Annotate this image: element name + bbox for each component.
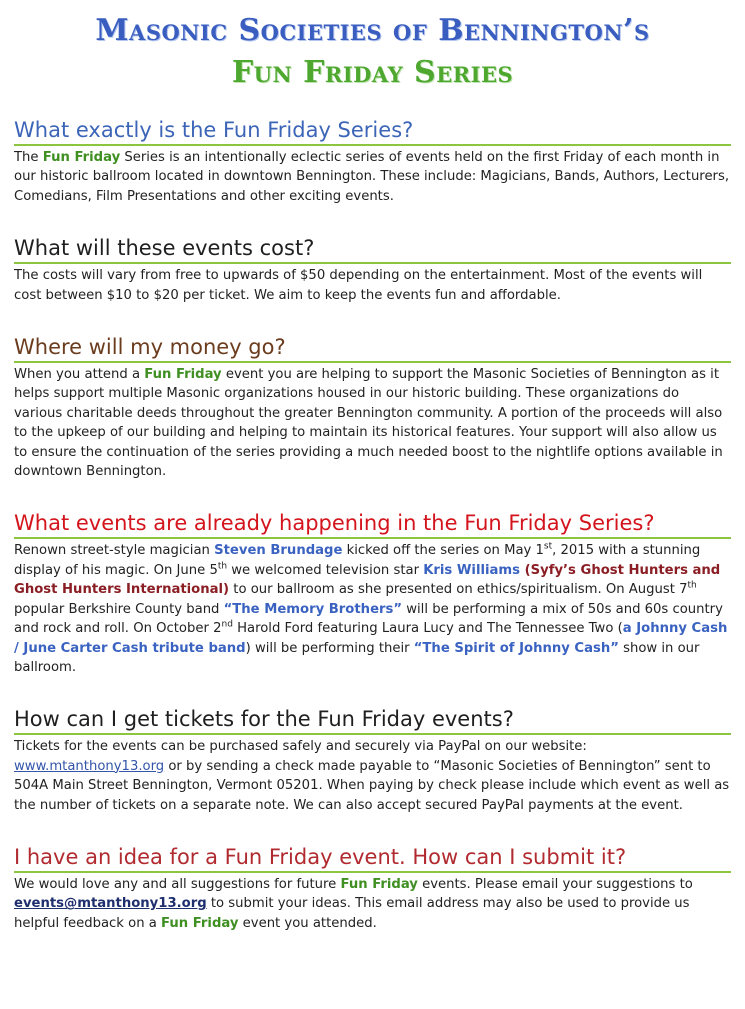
text: Renown street-style magician [14, 543, 215, 559]
text: Harold Ford featuring Laura Lucy and The Tennessee Two ( [232, 621, 623, 637]
ordinal-suffix: th [687, 580, 697, 591]
performer-credits: (Syfy’s Ghost Hunters and Ghost Hunters International) [14, 562, 721, 598]
body-cost: The costs will vary from free to upwards of $50 depending on the entertainment. Most of the events will cost between $10 to $20 per ticket. We aim to keep the events fun and affordable. [14, 268, 703, 303]
ordinal-suffix: th [217, 561, 228, 572]
body-tickets [14, 737, 731, 815]
section-what-is [14, 116, 731, 206]
heading-tickets: How can I get tickets for the Fun Friday events? [14, 705, 731, 735]
title-line-1: Masonic Societies of Bennington’s [95, 13, 650, 48]
performer-memory-brothers: “The Memory Brothers” [223, 601, 403, 617]
text: , 2015 with a stunning display of his magic. On June 5 [14, 543, 701, 578]
text: or by sending a check made payable to “Masonic Societies of Bennington” sent to 504A Main Street Bennington, Vermont 05201. When paying by check please include which event as well as the number of tickets on a separate note. We can also accept secured PayPal payments at the event. [14, 758, 730, 813]
heading-events: What events are already happening in the Fun Friday Series? [14, 509, 731, 539]
text: to submit your ideas. This email address may also be used to provide us helpful feedback on a [14, 896, 690, 931]
website-link[interactable]: www.mtanthony13.org [14, 758, 165, 774]
section-tickets [14, 705, 731, 815]
performer-steven-brundage: Steven Brundage [214, 543, 343, 559]
section-events [14, 509, 731, 677]
ordinal-suffix: st [543, 542, 553, 553]
title-line-2: Fun Friday Series [231, 55, 514, 90]
email-link[interactable]: events@mtanthony13.org [14, 896, 207, 912]
body-money [14, 365, 731, 481]
fun-friday-highlight: Fun Friday [340, 876, 418, 892]
heading-what-is: What exactly is the Fun Friday Series? [14, 116, 731, 146]
text: popular Berkshire County band [14, 601, 224, 617]
text: Tickets for the events can be purchased safely and securely via PayPal on our website: [14, 739, 587, 755]
body-events [14, 541, 731, 677]
heading-money: Where will my money go? [14, 333, 731, 363]
text: show in our ballroom. [14, 640, 700, 675]
text: kicked off the series on May 1 [342, 543, 544, 559]
text: event you are helping to support the Masonic Societies of Bennington as it helps support multiple Masonic organizations housed in our historic building. These organizations do various charitable deeds throughout the greater Bennington community. A portion of the proceeds will also to the upkeep of our building and helping to maintain its historical features. Your support will also allow us to ensure the continuation of the series providing a much needed boost to the nightlife options available in downtown Bennington. [14, 367, 723, 480]
body-suggestions [14, 875, 731, 933]
fun-friday-highlight: Fun Friday [144, 367, 222, 383]
heading-suggestions: I have an idea for a Fun Friday event. How can I submit it? [14, 843, 731, 873]
body-what-is [14, 148, 731, 206]
section-money [14, 333, 731, 481]
section-suggestions [14, 843, 731, 933]
show-title: “The Spirit of Johnny Cash” [413, 640, 619, 656]
text: we welcomed television star [227, 562, 424, 578]
section-cost [14, 234, 731, 305]
text: events. Please email your suggestions to [417, 876, 693, 892]
text: When you attend a [14, 367, 145, 383]
fun-friday-highlight: Fun Friday [42, 150, 121, 165]
text: event you attended. [238, 915, 377, 931]
text: The [14, 150, 43, 165]
text: We would love any and all suggestions for future [14, 876, 341, 892]
text: Series is an intentionally eclectic series of events held on the first Friday of each month in our historic ballroom located in downtown Bennington. These include: Magicians, Bands, Authors, Lecturers, Comedians, Film Presentations and other exciting events. [14, 150, 730, 204]
tribute-band-description: a Johnny Cash / June Carter Cash tribute band [14, 621, 728, 656]
performer-kris-williams: Kris Williams [423, 562, 520, 578]
heading-cost: What will these events cost? [14, 234, 731, 264]
text: will be performing a mix of 50s and 60s country and rock and roll. On October 2 [14, 601, 723, 637]
ordinal-suffix: nd [221, 619, 233, 630]
text: to our ballroom as she presented on ethics/spiritualism. On August 7 [229, 582, 688, 598]
text: ) will be performing their [245, 640, 414, 656]
fun-friday-highlight: Fun Friday [161, 915, 239, 931]
